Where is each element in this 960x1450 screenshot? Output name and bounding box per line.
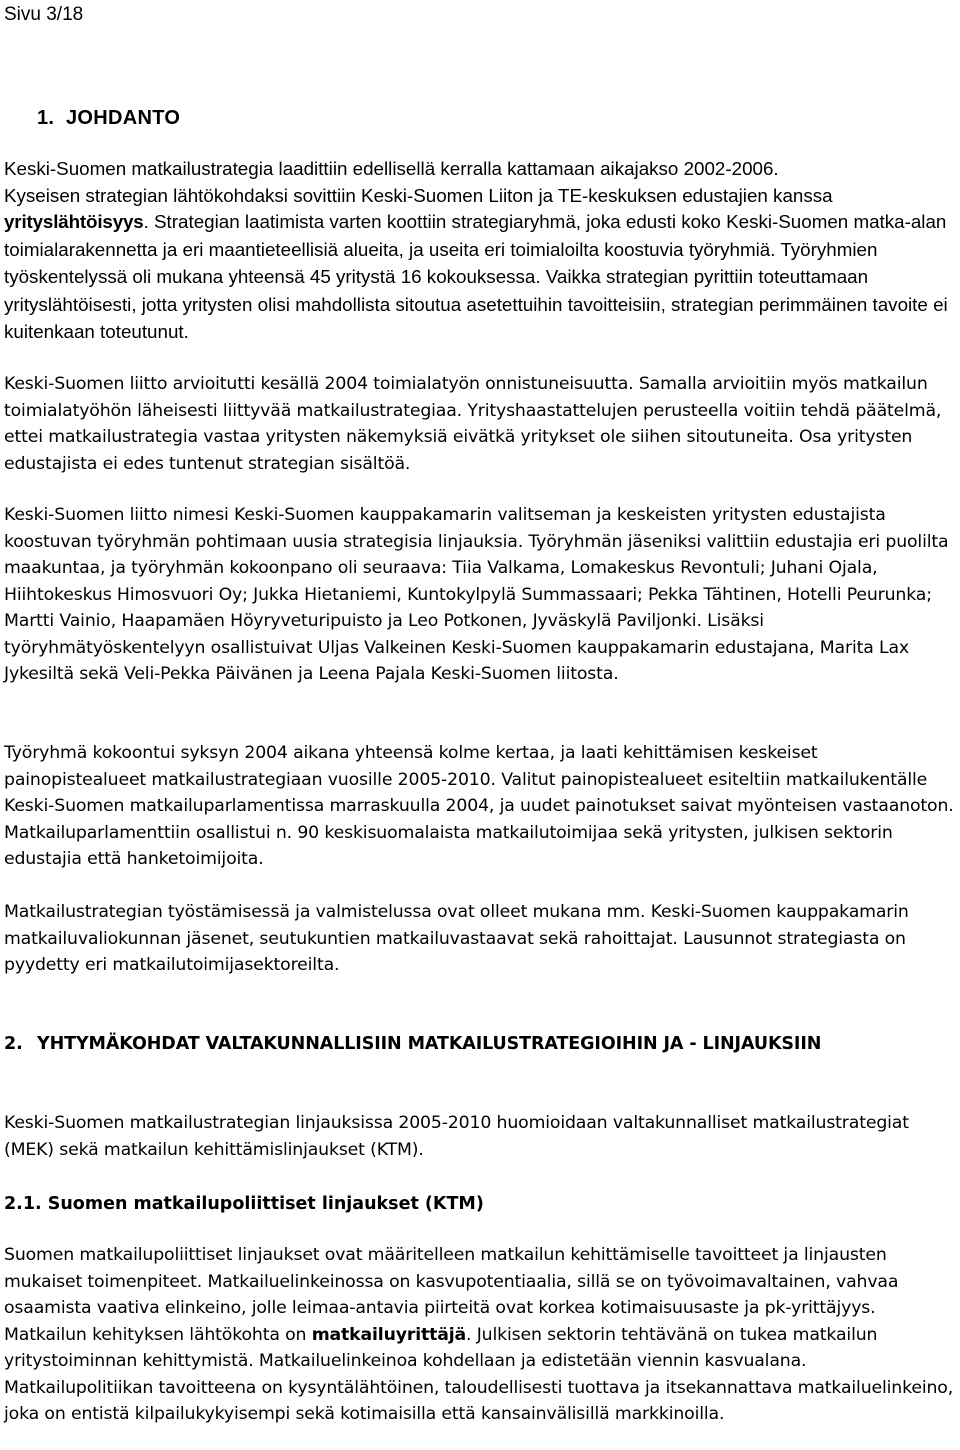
section-1-number: 1. [37,107,55,129]
intro-line-2: Kyseisen strategian lähtökohdaksi sovittiin Keski-Suomen Liiton ja TE-keskuksen edustajien kanssa [4,184,833,206]
section-1-title: JOHDANTO [66,107,181,129]
section-2-1-heading [4,1191,484,1217]
paragraph-evaluation: Keski-Suomen liitto arvioitutti kesällä 2004 toimialatyön onnistuneisuutta. Samalla arvioitiin myös matkailun toimialatyöhön läheisesti liittyvää matkailustrategiaa. Yrityshaastattelujen perusteella voitiin tehdä päätelmä, ettei matkailustrategia vastaa yritysten näkemyksiä eivätkä yritykset ole siihen sitoutuneita. Osa yritysten edustajista ei edes tuntenut strategian sisältöä. [4,374,942,474]
section-1-heading [37,105,180,131]
page-number: Sivu 3/18 [4,4,84,25]
section-2-1-text-end: . Julkisen sektorin tehtävänä on tukea matkailun yritystoiminnan kehittymistä. Matkailuelinkeinoa kohdellaan ja edistetään viennin kasvualana. Matkailupolitiikan tavoitteena on kysyntälähtöinen, taloudellisesti tuottava ja itsekannattava matkailuelinkeino, joka on entistä kilpailukykyisempi sekä kotimaisilla että kansainvälisillä markkinoilla. [4,1324,954,1424]
paragraph-meetings: Työryhmä kokoontui syksyn 2004 aikana yhteensä kolme kertaa, ja laati kehittämisen keskeiset painopistealueet matkailustrategiaan vuosille 2005-2010. Valitut painopistealueet esiteltiin matkailukentälle Keski-Suomen matkailuparlamentissa marraskuulla 2004, ja uudet painotukset saivat myönteisen vastaanoton. Matkailuparlamenttiin osallistui n. 90 keskisuomalaista matkailutoimijaa sekä yritysten, julkisen sektorin edustajia että hanketoimijoita. [4,743,954,869]
paragraph-preparation: Matkailustrategian työstämisessä ja valmistelussa ovat olleet mukana mm. Keski-Suomen kauppakamarin matkailuvaliokunnan jäsenet, seutukuntien matkailuvastaavat sekä rahoittajat. Lausunnot strategiasta on pyydetty eri matkailutoimijasektoreilta. [4,902,909,975]
section-2-paragraph: Keski-Suomen matkailustrategian linjauksissa 2005-2010 huomioidaan valtakunnalliset matkailustrategiat (MEK) sekä matkailun kehittämislinjaukset (KTM). [4,1113,909,1160]
section-2-1-number: 2.1. [4,1194,42,1214]
intro-bold-term: yrityslähtöisyys [4,211,144,232]
intro-paragraph [4,156,959,347]
section-2-number: 2. [4,1034,23,1054]
section-2-title: YHTYMÄKOHDAT VALTAKUNNALLISIIN MATKAILUSTRATEGIOIHIN JA - LINJAUKSIIN [37,1034,822,1054]
section-2-1-bold-term: matkailuyrittäjä [311,1324,467,1345]
section-2-1-paragraph [4,1242,959,1428]
section-2-heading [4,1030,904,1058]
section-2-1-title: Suomen matkailupoliittiset linjaukset (KTM) [47,1194,484,1214]
paragraph-working-group: Keski-Suomen liitto nimesi Keski-Suomen kauppakamarin valitseman ja keskeisten yritysten edustajista koostuvan työryhmän pohtimaan uusia strategisia linjauksia. Työryhmän jäseniksi valittiin edustajia eri puolilta maakuntaa, ja työryhmän kokoonpano oli seuraava: Tiia Valkama, Lomakeskus Revontuli; Juhani Ojala, Hiihtokeskus Himosvuori Oy; Jukka Hietaniemi, Kuntokylpylä Summassaari; Pekka Tähtinen, Hotelli Peurunka; Martti Vainio, Haapamäen Höyryveturipuisto ja Leo Potkonen, Jyväskylä Paviljonki. Lisäksi työryhmätyöskentelyyn osallistuivat Uljas Valkeinen Keski-Suomen kauppakamarin edustajana, Marita Lax Jykesiltä sekä Veli-Pekka Päivänen ja Leena Pajala Keski-Suomen liitosta. [4,505,949,684]
intro-line-1: Keski-Suomen matkailustrategia laadittiin edellisellä kerralla kattamaan aikajakso 2002-2006. [4,158,779,179]
section-2-1-text-start: Suomen matkailupoliittiset linjaukset ovat määritelleen matkailun kehittämiselle tavoitteet ja linjausten mukaiset toimenpiteet. Matkailuelinkeinossa on kasvupotentiaalia, sillä se on työvoimavaltainen, vahvaa osaamista vaativa elinkeino, jolle leimaa-antavia piirteitä ovat korkea kotimaisuusaste ja pk-yrittäjyys. Matkailun kehityksen lähtökohta on [4,1245,899,1345]
intro-rest: . Strategian laatimista varten koottiin strategiaryhmä, joka edusti koko Keski-Suomen matka-alan toimialarakennetta ja eri maantieteellisiä alueita, ja useita eri toimialoilta koostuvia työryhmiä. Työryhmien työskentelyssä oli mukana yhteensä 45 yritystä 16 kokouksessa. Vaikka strategian pyrittiin toteuttamaan yrityslähtöisesti, jotta yritysten olisi mahdollista sitoutua asetettuihin tavoitteisiin, strategian perimmäinen tavoite ei kuitenkaan toteutunut. [4,211,948,342]
